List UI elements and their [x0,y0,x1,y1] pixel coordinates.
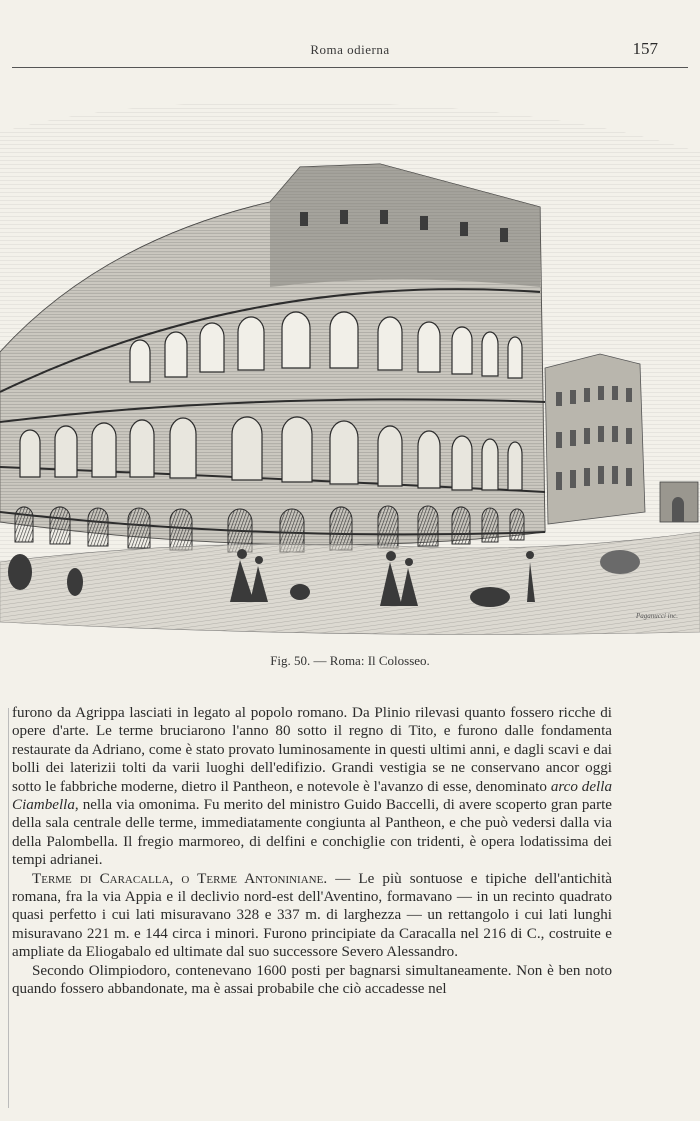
engraver-signature: Paganucci inc. [636,612,678,620]
margin-rule [8,708,9,1108]
paragraph-3: Secondo Olimpiodoro, contenevano 1600 posti per bagnarsi simultaneamente. Non è ben noto quando fossero abbandonate, ma è assai probabile che ciò accadesse nel [12,962,612,998]
section-heading: Terme di Caracalla, o Terme Antoniniane. [32,870,328,887]
figure-caption: Fig. 50. — Roma: Il Colosseo. [270,653,430,668]
header-rule [12,67,688,68]
body-text [12,704,612,999]
running-head [0,39,700,64]
page-number: 157 [632,39,658,58]
colosseum-engraving [0,92,700,638]
paragraph-2: Terme di Caracalla, o Terme Antoniniane. — Le più sontuose e tipiche dell'antichità romana, fra la via Appia e il declivio nord-est dell'Aventino, formavano — in un recinto quadrato quasi perfetto i cui lati misuravano 328 e 337 m. di larghezza — un rettangolo i cui lati lunghi misuravano 221 m. e 144 circa i minori. Furono principiate da Caracalla nel 216 di C., costruite e ampliate da Eliogabalo ed ultimate dal suo successore Severo Alessandro. [12,870,612,961]
italic-term: arco della Ciambella [12,778,612,814]
running-head-title: Roma odierna [310,42,390,57]
paragraph-1: furono da Agrippa lasciati in legato al popolo romano. Da Plinio rilevasi quanto fossero ricche di opere d'arte. Le terme bruciarono l'anno 80 sotto il regno di Tito, e furono dalle fondamenta restaurate da Adriano, come è stato provato luminosamente in questi ultimi anni, e dagli scavi e dai bolli dei laterizii tolti da varii luoghi dell'edifizio. Grandi vestigia se ne conservano ancor oggi sotto le fabbriche moderne, dietro il Pantheon, e notevole è l'avanzo di esse, denominato arco della Ciambella, nella via omonima. Fu merito del ministro Guido Baccelli, di avere scoperto gran parte della sala centrale delle terme, immediatamente congiunta al Pantheon, e che può vedersi dalla via della Palombella. Il fregio marmoreo, di delfini e conchiglie con tridenti, è opera lodatissima dei tempi adrianei. [12,705,612,869]
